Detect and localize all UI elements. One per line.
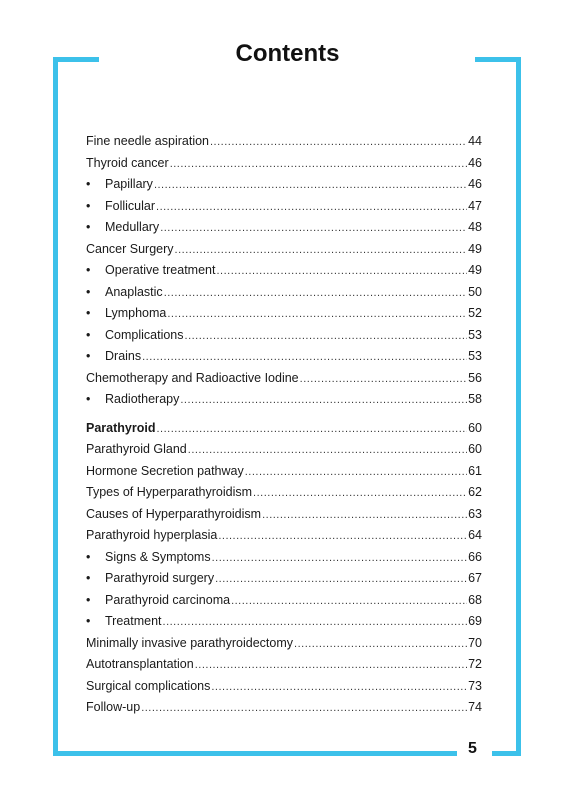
dot-leader bbox=[300, 369, 467, 391]
toc-entry[interactable] bbox=[86, 654, 482, 676]
dot-leader bbox=[262, 505, 467, 527]
toc-entry-page: 68 bbox=[468, 592, 482, 607]
toc-entry-label: Lymphoma bbox=[105, 306, 167, 320]
toc-entry-page: 44 bbox=[468, 134, 482, 148]
dot-leader bbox=[164, 283, 467, 305]
toc-entry-label: Chemotherapy and Radioactive Iodine bbox=[86, 370, 299, 385]
toc-entry-page: 69 bbox=[468, 614, 482, 628]
toc-entry-page: 67 bbox=[468, 571, 482, 585]
bullet-icon: • bbox=[86, 306, 91, 320]
toc-entry-page: 46 bbox=[468, 155, 482, 170]
toc-entry[interactable] bbox=[86, 504, 482, 526]
toc-entry-label: Hormone Secretion pathway bbox=[86, 463, 244, 478]
toc-entry-label: Causes of Hyperparathyroidism bbox=[86, 506, 262, 521]
dot-leader bbox=[141, 698, 467, 720]
dot-leader bbox=[156, 197, 467, 219]
toc-entry[interactable] bbox=[86, 303, 482, 325]
dot-leader bbox=[211, 677, 467, 699]
toc-entry[interactable] bbox=[86, 346, 482, 368]
toc-entry-page: 48 bbox=[468, 220, 482, 234]
dot-leader bbox=[170, 154, 467, 176]
dot-leader bbox=[231, 591, 467, 613]
frame-bottom-right bbox=[492, 751, 521, 756]
toc-entry[interactable] bbox=[86, 153, 482, 175]
toc-entry-page: 47 bbox=[468, 198, 482, 213]
dot-leader bbox=[253, 483, 467, 505]
dot-leader bbox=[142, 347, 467, 369]
dot-leader bbox=[156, 419, 467, 441]
toc-entry-label: Operative treatment bbox=[105, 263, 216, 277]
dot-leader bbox=[175, 240, 468, 262]
toc-entry[interactable] bbox=[86, 282, 482, 304]
dot-leader bbox=[188, 440, 467, 462]
dot-leader bbox=[180, 390, 467, 412]
dot-leader bbox=[163, 612, 468, 634]
dot-leader bbox=[218, 526, 467, 548]
toc-entry[interactable] bbox=[86, 482, 482, 504]
toc-entry-page: 62 bbox=[468, 485, 482, 499]
dot-leader bbox=[216, 261, 467, 283]
toc-entry-page: 66 bbox=[468, 549, 482, 564]
toc-entry-page: 70 bbox=[468, 635, 482, 650]
toc-entry-page: 63 bbox=[468, 506, 482, 521]
frame-right bbox=[516, 57, 521, 756]
toc-entry-page: 46 bbox=[468, 177, 482, 191]
bullet-icon: • bbox=[86, 220, 91, 234]
toc-entry-label: Medullary bbox=[105, 220, 160, 234]
toc-entry[interactable] bbox=[86, 439, 482, 461]
dot-leader bbox=[185, 326, 468, 348]
toc-entry[interactable] bbox=[86, 368, 482, 390]
toc-entry-page: 61 bbox=[468, 463, 482, 478]
toc-entry-label: Anaplastic bbox=[105, 284, 163, 299]
dot-leader bbox=[215, 569, 467, 591]
dot-leader bbox=[167, 304, 467, 326]
dot-leader bbox=[245, 462, 467, 484]
toc-entry-page: 52 bbox=[468, 306, 482, 320]
toc-entry-page: 64 bbox=[468, 528, 482, 542]
toc-entry[interactable] bbox=[86, 525, 482, 547]
toc-entry-label: Parathyroid hyperplasia bbox=[86, 528, 218, 542]
toc-entry[interactable] bbox=[86, 217, 482, 239]
toc-entry-page: 60 bbox=[468, 442, 482, 456]
toc-entry-label: Thyroid cancer bbox=[86, 155, 169, 170]
toc-entry-label: Parathyroid surgery bbox=[105, 571, 215, 585]
toc-entry-label: Types of Hyperparathyroidism bbox=[86, 485, 253, 499]
toc-entry-label: Follow-up bbox=[86, 700, 141, 714]
toc-entry-label: Signs & Symptoms bbox=[105, 549, 211, 564]
toc-entry-label: Surgical complications bbox=[86, 678, 211, 693]
toc-entry-label: Autotransplantation bbox=[86, 657, 194, 671]
toc-entry[interactable] bbox=[86, 676, 482, 698]
toc-entry-label: Complications bbox=[105, 327, 184, 342]
dot-leader bbox=[294, 634, 467, 656]
dot-leader bbox=[160, 218, 467, 240]
toc-entry-page: 72 bbox=[468, 657, 482, 671]
toc-entry[interactable] bbox=[86, 590, 482, 612]
toc-entry-page: 74 bbox=[468, 700, 482, 714]
toc-entry[interactable] bbox=[86, 325, 482, 347]
toc-entry-page: 53 bbox=[468, 327, 482, 342]
toc-entry-label: Parathyroid Gland bbox=[86, 442, 187, 456]
toc-entry[interactable] bbox=[86, 547, 482, 569]
dot-leader bbox=[154, 175, 467, 197]
bullet-icon: • bbox=[86, 327, 91, 342]
toc-entry-label: Radiotherapy bbox=[105, 392, 180, 406]
toc-entry[interactable] bbox=[86, 611, 482, 633]
toc-entry-label: Parathyroid bbox=[86, 420, 156, 435]
frame-top-left bbox=[53, 57, 99, 62]
toc-entry-label: Fine needle aspiration bbox=[86, 134, 209, 148]
toc-entry[interactable] bbox=[86, 633, 482, 655]
page-title: Contents bbox=[235, 40, 340, 67]
toc-entry[interactable] bbox=[86, 418, 482, 440]
bullet-icon: • bbox=[86, 198, 91, 213]
toc-entry-page: 73 bbox=[468, 678, 482, 693]
bullet-icon: • bbox=[86, 592, 91, 607]
toc-entry[interactable] bbox=[86, 260, 482, 282]
toc-entry-label: Cancer Surgery bbox=[86, 241, 174, 256]
toc-entry[interactable] bbox=[86, 697, 482, 719]
bullet-icon: • bbox=[86, 284, 91, 299]
frame-left bbox=[53, 57, 58, 756]
page-number: 5 bbox=[468, 740, 477, 757]
toc-entry[interactable] bbox=[86, 239, 482, 261]
toc-entry-label: Drains bbox=[105, 349, 142, 363]
toc-entry-page: 56 bbox=[468, 370, 482, 385]
toc-entry-label: Papillary bbox=[105, 177, 153, 191]
bullet-icon: • bbox=[86, 263, 91, 277]
toc-entry[interactable] bbox=[86, 131, 482, 153]
toc-entry[interactable] bbox=[86, 196, 482, 218]
dot-leader bbox=[210, 132, 467, 154]
toc-entry-page: 53 bbox=[468, 349, 482, 363]
toc-entry[interactable] bbox=[86, 568, 482, 590]
toc-entry-page: 58 bbox=[468, 392, 482, 406]
bullet-icon: • bbox=[86, 392, 91, 406]
toc-entry-label: Minimally invasive parathyroidectomy bbox=[86, 635, 294, 650]
bullet-icon: • bbox=[86, 549, 91, 564]
toc-entry[interactable] bbox=[86, 174, 482, 196]
bullet-icon: • bbox=[86, 177, 91, 191]
toc-entry-label: Parathyroid carcinoma bbox=[105, 592, 231, 607]
toc-entry[interactable] bbox=[86, 461, 482, 483]
toc-entry-page: 49 bbox=[468, 241, 482, 256]
toc-entry[interactable] bbox=[86, 389, 482, 411]
toc-entry-page: 50 bbox=[468, 284, 482, 299]
dot-leader bbox=[195, 655, 467, 677]
table-of-contents bbox=[86, 131, 482, 719]
frame-bottom bbox=[53, 751, 457, 756]
toc-entry-page: 60 bbox=[468, 420, 482, 435]
bullet-icon: • bbox=[86, 614, 91, 628]
toc-entry-label: Follicular bbox=[105, 198, 156, 213]
dot-leader bbox=[212, 548, 468, 570]
toc-entry-page: 49 bbox=[468, 263, 482, 277]
toc-entry-label: Treatment bbox=[105, 614, 162, 628]
bullet-icon: • bbox=[86, 571, 91, 585]
bullet-icon: • bbox=[86, 349, 91, 363]
frame-top-right bbox=[475, 57, 521, 62]
